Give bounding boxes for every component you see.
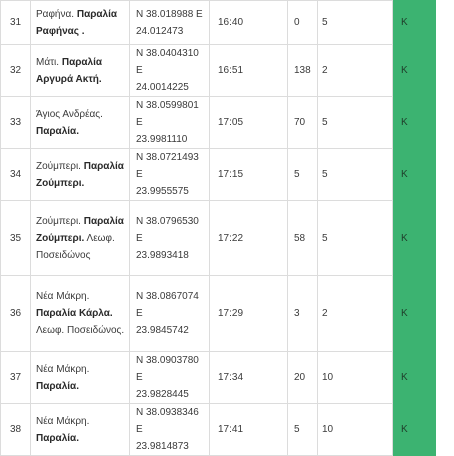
time-cell: 17:34 [210,352,288,404]
place-name: Ζούμπερι. [36,215,81,227]
beach-name: Παραλία Ζούμπερι. [36,215,124,244]
longitude: 23.9845742 [136,325,189,336]
table-row [1,352,436,404]
time-cell: 17:15 [210,149,288,201]
row-number: 38 [1,404,31,456]
place-name: Μάτι. [36,56,60,68]
value-b-cell: 5 [318,1,393,45]
latitude: N 38.0938346 E [136,407,199,435]
value-a-cell: 5 [288,404,318,456]
latitude: N 38.0867074 E [136,291,199,319]
table-row [1,404,436,456]
place-name: Νέα Μάκρη. [36,363,90,375]
time-cell: 16:51 [210,45,288,97]
latitude: N 38.0404310 E [136,48,199,76]
row-number: 33 [1,97,31,149]
coordinates-cell [130,1,210,45]
value-a-cell: 138 [288,45,318,97]
longitude: 24.012473 [136,25,184,37]
place-name: Νέα Μάκρη. [36,291,90,302]
time-cell: 17:05 [210,97,288,149]
value-b-cell: 10 [318,352,393,404]
beach-name: Παραλία Ζούμπερι. [36,160,124,189]
value-b-cell: 5 [318,97,393,149]
longitude: 24.0014225 [136,82,189,93]
value-a-cell: 0 [288,1,318,45]
table-row [1,45,436,97]
value-a-cell: 3 [288,276,318,352]
table-row [1,97,436,149]
value-a-cell: 20 [288,352,318,404]
table-row [1,1,436,45]
classification-cell: K [393,97,436,149]
street-name: Λεωφ. Ποσειδώνος [36,232,115,261]
row-number: 34 [1,149,31,201]
row-number: 37 [1,352,31,404]
place-name: Ζούμπερι. [36,160,81,172]
place-name: Άγιος Ανδρέας. [36,108,103,120]
latitude: N 38.0796530 E [136,215,199,244]
beach-name: Παραλία Κάρλα. [36,308,113,319]
value-b-cell: 2 [318,45,393,97]
classification-cell: K [393,404,436,456]
longitude: 23.9981110 [136,134,188,145]
table-row [1,276,436,352]
street-name: Λεωφ. Ποσειδώνος. [36,325,125,336]
longitude: 23.9814873 [136,441,189,452]
coordinates-cell [130,201,210,276]
classification-cell: K [393,276,436,352]
coordinates-cell [130,276,210,352]
latitude: N 38.0903780 E [136,355,199,383]
time-cell: 17:41 [210,404,288,456]
classification-cell: K [393,45,436,97]
value-a-cell: 58 [288,201,318,276]
location-cell [31,97,130,149]
beach-name: Παραλία Αργυρά Ακτή. [36,56,103,85]
value-b-cell: 2 [318,276,393,352]
beach-name: Παραλία. [36,125,79,137]
place-name: Νέα Μάκρη. [36,415,90,427]
coordinates-cell [130,97,210,149]
table-row [1,149,436,201]
location-cell [31,352,130,404]
longitude: 23.9955575 [136,186,189,197]
time-cell: 17:22 [210,201,288,276]
classification-cell: K [393,1,436,45]
coordinates-cell [130,404,210,456]
latitude: N 38.0599801 E [136,100,199,128]
time-cell: 17:29 [210,276,288,352]
latitude: N 38.018988 E [136,8,203,20]
latitude: N 38.0721493 E [136,152,199,180]
location-cell [31,45,130,97]
classification-cell: K [393,149,436,201]
beach-name: Παραλία Ραφήνας . [36,8,118,37]
place-name: Ραφήνα. [36,8,75,20]
value-a-cell: 5 [288,149,318,201]
value-b-cell: 10 [318,404,393,456]
location-cell [31,276,130,352]
location-cell [31,201,130,276]
beach-name: Παραλία. [36,380,79,392]
coordinates-cell [130,149,210,201]
time-cell: 16:40 [210,1,288,45]
classification-cell: K [393,201,436,276]
classification-cell: K [393,352,436,404]
value-a-cell: 70 [288,97,318,149]
value-b-cell: 5 [318,201,393,276]
coordinates-cell [130,352,210,404]
location-cell [31,149,130,201]
location-cell [31,404,130,456]
row-number: 31 [1,1,31,45]
longitude: 23.9828445 [136,389,189,400]
beach-name: Παραλία. [36,432,79,444]
table-row [1,201,436,276]
longitude: 23.9893418 [136,249,189,261]
value-b-cell: 5 [318,149,393,201]
row-number: 35 [1,201,31,276]
row-number: 32 [1,45,31,97]
location-cell [31,1,130,45]
row-number: 36 [1,276,31,352]
coordinates-cell [130,45,210,97]
